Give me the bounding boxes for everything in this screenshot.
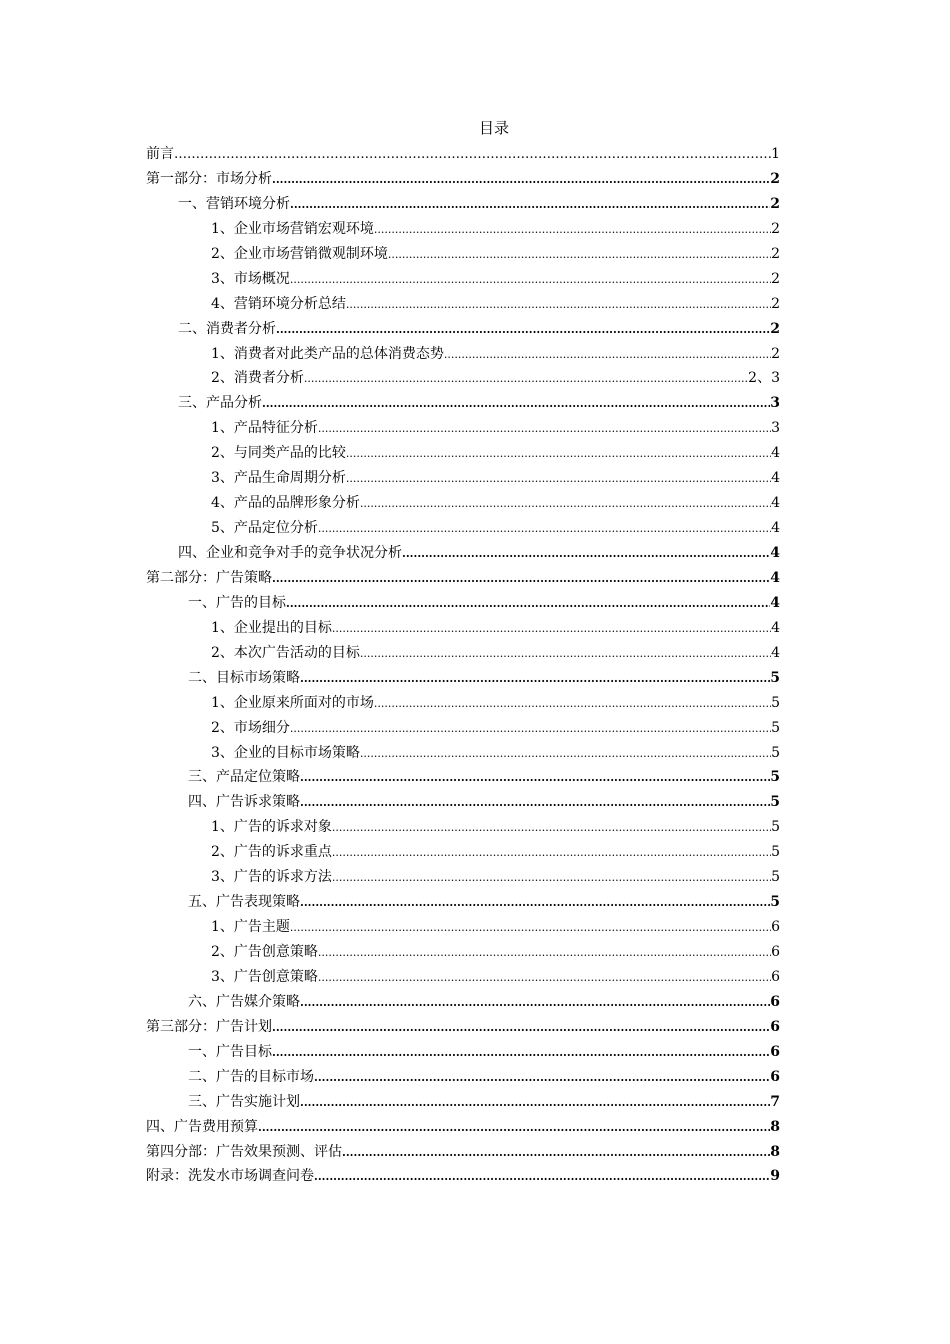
toc-dot-leader [346, 467, 771, 491]
toc-entry-page-number: 5 [770, 794, 780, 811]
toc-entry[interactable] [146, 1015, 780, 1040]
toc-dot-leader [272, 1041, 770, 1065]
toc-dot-leader [290, 916, 771, 940]
toc-entry-label: 1、广告主题 [211, 919, 290, 936]
toc-entry[interactable] [146, 416, 780, 441]
toc-dot-leader [272, 567, 770, 591]
toc-entry-page-number: 6 [770, 993, 780, 1010]
toc-entry-label: 2、广告的诉求重点 [211, 844, 332, 861]
toc-entry-page-number: 6 [770, 1043, 780, 1060]
toc-entry-page-number: 5 [771, 719, 780, 736]
toc-entry-page-number: 2、3 [748, 370, 780, 387]
toc-entry-page-number: 4 [771, 495, 780, 512]
toc-entry-label: 三、产品定位策略 [188, 769, 300, 786]
toc-entry[interactable] [146, 1065, 780, 1090]
toc-dot-leader [290, 268, 771, 292]
toc-entry-label: 3、市场概况 [211, 270, 290, 287]
toc-entry-label: 1、广告的诉求对象 [211, 819, 332, 836]
toc-entry[interactable] [146, 1140, 780, 1165]
toc-entry-label: 前言 [146, 146, 174, 162]
toc-entry-page-number: 5 [771, 694, 780, 711]
toc-dot-leader [272, 1016, 770, 1040]
toc-entry-label: 二、目标市场策略 [188, 669, 300, 686]
toc-entry-page-number: 5 [771, 869, 780, 886]
toc-entry[interactable] [146, 217, 780, 242]
toc-entry[interactable] [146, 167, 780, 192]
toc-entry[interactable] [146, 716, 780, 741]
toc-entry[interactable] [146, 1164, 780, 1189]
toc-entry-page-number: 2 [770, 320, 780, 337]
toc-entry-page-number: 4 [770, 569, 780, 586]
toc-entry[interactable] [146, 641, 780, 666]
toc-dot-leader [314, 1165, 770, 1189]
toc-entry[interactable] [146, 491, 780, 516]
toc-entry-label: 4、营销环境分析总结 [211, 295, 346, 312]
toc-dot-leader [318, 417, 771, 441]
toc-entry[interactable] [146, 815, 780, 840]
toc-entry[interactable] [146, 242, 780, 267]
toc-entry-label: 2、本次广告活动的目标 [211, 644, 360, 661]
toc-entry-page-number: 4 [771, 644, 780, 661]
toc-entry-page-number: 2 [771, 245, 780, 262]
toc-title: 目录 [478, 119, 509, 137]
toc-entry-label: 四、广告费用预算 [146, 1118, 258, 1135]
toc-entry-label: 2、消费者分析 [211, 370, 304, 387]
toc-dot-leader [318, 941, 771, 965]
toc-entry-page-number: 4 [771, 445, 780, 462]
toc-entry-page-number: 6 [771, 944, 780, 960]
toc-dot-leader [262, 392, 770, 416]
toc-entry-page-number: 7 [770, 1093, 780, 1110]
toc-dot-leader [174, 143, 771, 167]
toc-dot-leader [402, 542, 770, 566]
toc-entry[interactable] [146, 940, 780, 965]
toc-entry-label: 1、消费者对此类产品的总体消费态势 [211, 345, 444, 362]
toc-entry[interactable] [146, 466, 780, 491]
toc-dot-leader [318, 517, 771, 541]
toc-dot-leader [300, 667, 770, 691]
toc-dot-leader [332, 816, 771, 840]
toc-entry-page-number: 3 [771, 420, 780, 437]
toc-entry[interactable] [146, 342, 780, 367]
toc-entry-label: 六、广告媒介策略 [188, 993, 300, 1010]
toc-entry[interactable] [146, 741, 780, 766]
toc-dot-leader [388, 243, 771, 267]
toc-entry-label: 二、广告的目标市场 [188, 1068, 314, 1085]
toc-entry-page-number: 5 [770, 669, 780, 686]
toc-entry[interactable] [146, 566, 780, 591]
toc-entry-page-number: 2 [770, 170, 780, 187]
toc-entry-page-number: 1 [771, 146, 780, 162]
toc-entry-label: 3、企业的目标市场策略 [211, 744, 360, 761]
toc-entry-page-number: 6 [771, 919, 780, 936]
toc-entry-label: 四、广告诉求策略 [188, 794, 300, 811]
toc-entry-page-number: 8 [770, 1143, 780, 1160]
toc-dot-leader [276, 318, 770, 342]
toc-entry-label: 2、市场细分 [211, 719, 290, 736]
toc-entry[interactable] [146, 292, 780, 317]
toc-dot-leader [332, 841, 771, 865]
toc-dot-leader [300, 766, 770, 790]
toc-entry[interactable] [146, 192, 780, 217]
toc-entry-page-number: 4 [771, 470, 780, 487]
toc-entry[interactable] [146, 267, 780, 292]
toc-entry-label: 第一部分：市场分析 [146, 170, 272, 187]
toc-entry-label: 三、广告实施计划 [188, 1093, 300, 1110]
toc-entry-page-number: 5 [771, 844, 780, 861]
toc-entry[interactable] [146, 441, 780, 466]
toc-entry-page-number: 6 [770, 1068, 780, 1085]
toc-entry-label: 1、企业市场营销宏观环境 [211, 220, 374, 237]
toc-entry-label: 3、产品生命周期分析 [211, 470, 346, 487]
toc-entry[interactable] [146, 915, 780, 940]
toc-entry-label: 第四分部：广告效果预测、评估 [146, 1143, 342, 1160]
toc-entry[interactable] [146, 790, 780, 815]
toc-dot-leader [342, 1141, 770, 1165]
toc-entry-label: 2、企业市场营销微观制环境 [211, 245, 388, 262]
toc-dot-leader [444, 343, 771, 367]
toc-dot-leader [332, 866, 771, 890]
toc-entry-page-number: 2 [770, 195, 780, 212]
toc-entry-label: 一、广告的目标 [188, 594, 286, 611]
toc-dot-leader [300, 891, 770, 915]
toc-entry[interactable] [146, 591, 780, 616]
toc-dot-leader [346, 442, 771, 466]
toc-entry[interactable] [146, 691, 780, 716]
toc-dot-leader [272, 168, 770, 192]
toc-entry[interactable] [146, 317, 780, 342]
toc-entry-page-number: 8 [770, 1118, 780, 1135]
toc-entry-page-number: 2 [771, 220, 780, 237]
toc-entry[interactable] [146, 541, 780, 566]
toc-entry[interactable] [146, 666, 780, 691]
toc-dot-leader [360, 492, 771, 516]
toc-entry-label: 二、消费者分析 [178, 320, 276, 337]
toc-entry[interactable] [146, 616, 780, 641]
toc-entry-page-number: 4 [770, 594, 780, 611]
toc-entry-page-number: 5 [771, 819, 780, 836]
toc-entry[interactable] [146, 765, 780, 790]
toc-dot-leader [332, 617, 771, 641]
toc-entry-page-number: 6 [771, 968, 780, 985]
toc-entry[interactable] [146, 990, 780, 1015]
toc-entry-label: 3、广告的诉求方法 [211, 869, 332, 886]
toc-entry[interactable] [146, 965, 780, 990]
toc-entry[interactable] [146, 516, 780, 541]
toc-dot-leader [360, 642, 771, 666]
toc-dot-leader [258, 1116, 770, 1140]
toc-entry-label: 3、广告创意策略 [211, 968, 318, 985]
toc-dot-leader [300, 1091, 770, 1115]
toc-entry-label: 附录：洗发水市场调查问卷 [146, 1168, 314, 1185]
toc-dot-leader [360, 742, 771, 766]
toc-entry-label: 1、产品特征分析 [211, 420, 318, 437]
toc-entry-page-number: 6 [770, 1018, 780, 1035]
toc-entry[interactable] [146, 890, 780, 915]
table-of-contents [146, 142, 780, 1189]
toc-entry-label: 四、企业和竞争对手的竞争状况分析 [178, 545, 402, 561]
toc-dot-leader [374, 218, 771, 242]
toc-entry-label: 1、企业提出的目标 [211, 619, 332, 636]
toc-entry-label: 4、产品的品牌形象分析 [211, 495, 360, 512]
toc-entry[interactable] [146, 1090, 780, 1115]
toc-entry-page-number: 5 [770, 769, 780, 786]
toc-dot-leader [286, 592, 770, 616]
toc-entry[interactable] [146, 366, 780, 391]
toc-entry-label: 第三部分：广告计划 [146, 1018, 272, 1035]
toc-entry[interactable] [146, 1115, 780, 1140]
toc-entry-label: 1、企业原来所面对的市场 [211, 694, 374, 711]
toc-dot-leader [346, 293, 771, 317]
toc-entry-page-number: 2 [771, 345, 780, 362]
toc-entry-label: 三、产品分析 [178, 395, 262, 412]
toc-entry-page-number: 5 [770, 894, 780, 911]
toc-dot-leader [318, 966, 771, 990]
toc-entry-page-number: 5 [771, 744, 780, 761]
toc-dot-leader [290, 717, 771, 741]
toc-entry[interactable] [146, 1040, 780, 1065]
toc-dot-leader [304, 367, 748, 391]
toc-entry-page-number: 4 [771, 619, 780, 636]
toc-entry-page-number: 9 [770, 1168, 780, 1185]
toc-dot-leader [300, 791, 770, 815]
toc-dot-leader [314, 1066, 770, 1090]
toc-entry-label: 5、产品定位分析 [211, 520, 318, 537]
toc-entry[interactable] [146, 391, 780, 416]
toc-entry-label: 2、广告创意策略 [211, 944, 318, 960]
toc-entry-page-number: 2 [771, 270, 780, 287]
toc-entry-label: 2、与同类产品的比较 [211, 445, 346, 462]
toc-dot-leader [290, 193, 770, 217]
toc-entry[interactable] [146, 865, 780, 890]
toc-dot-leader [300, 991, 770, 1015]
toc-entry-label: 一、广告目标 [188, 1043, 272, 1060]
toc-entry[interactable] [146, 840, 780, 865]
toc-entry-page-number: 2 [771, 295, 780, 312]
toc-entry-label: 五、广告表现策略 [188, 894, 300, 911]
toc-entry-page-number: 4 [771, 520, 780, 537]
toc-entry-label: 第二部分：广告策略 [146, 569, 272, 586]
toc-entry-page-number: 4 [770, 545, 780, 561]
toc-entry[interactable] [146, 142, 780, 167]
toc-dot-leader [374, 692, 771, 716]
toc-entry-label: 一、营销环境分析 [178, 195, 290, 212]
toc-entry-page-number: 3 [770, 395, 780, 412]
